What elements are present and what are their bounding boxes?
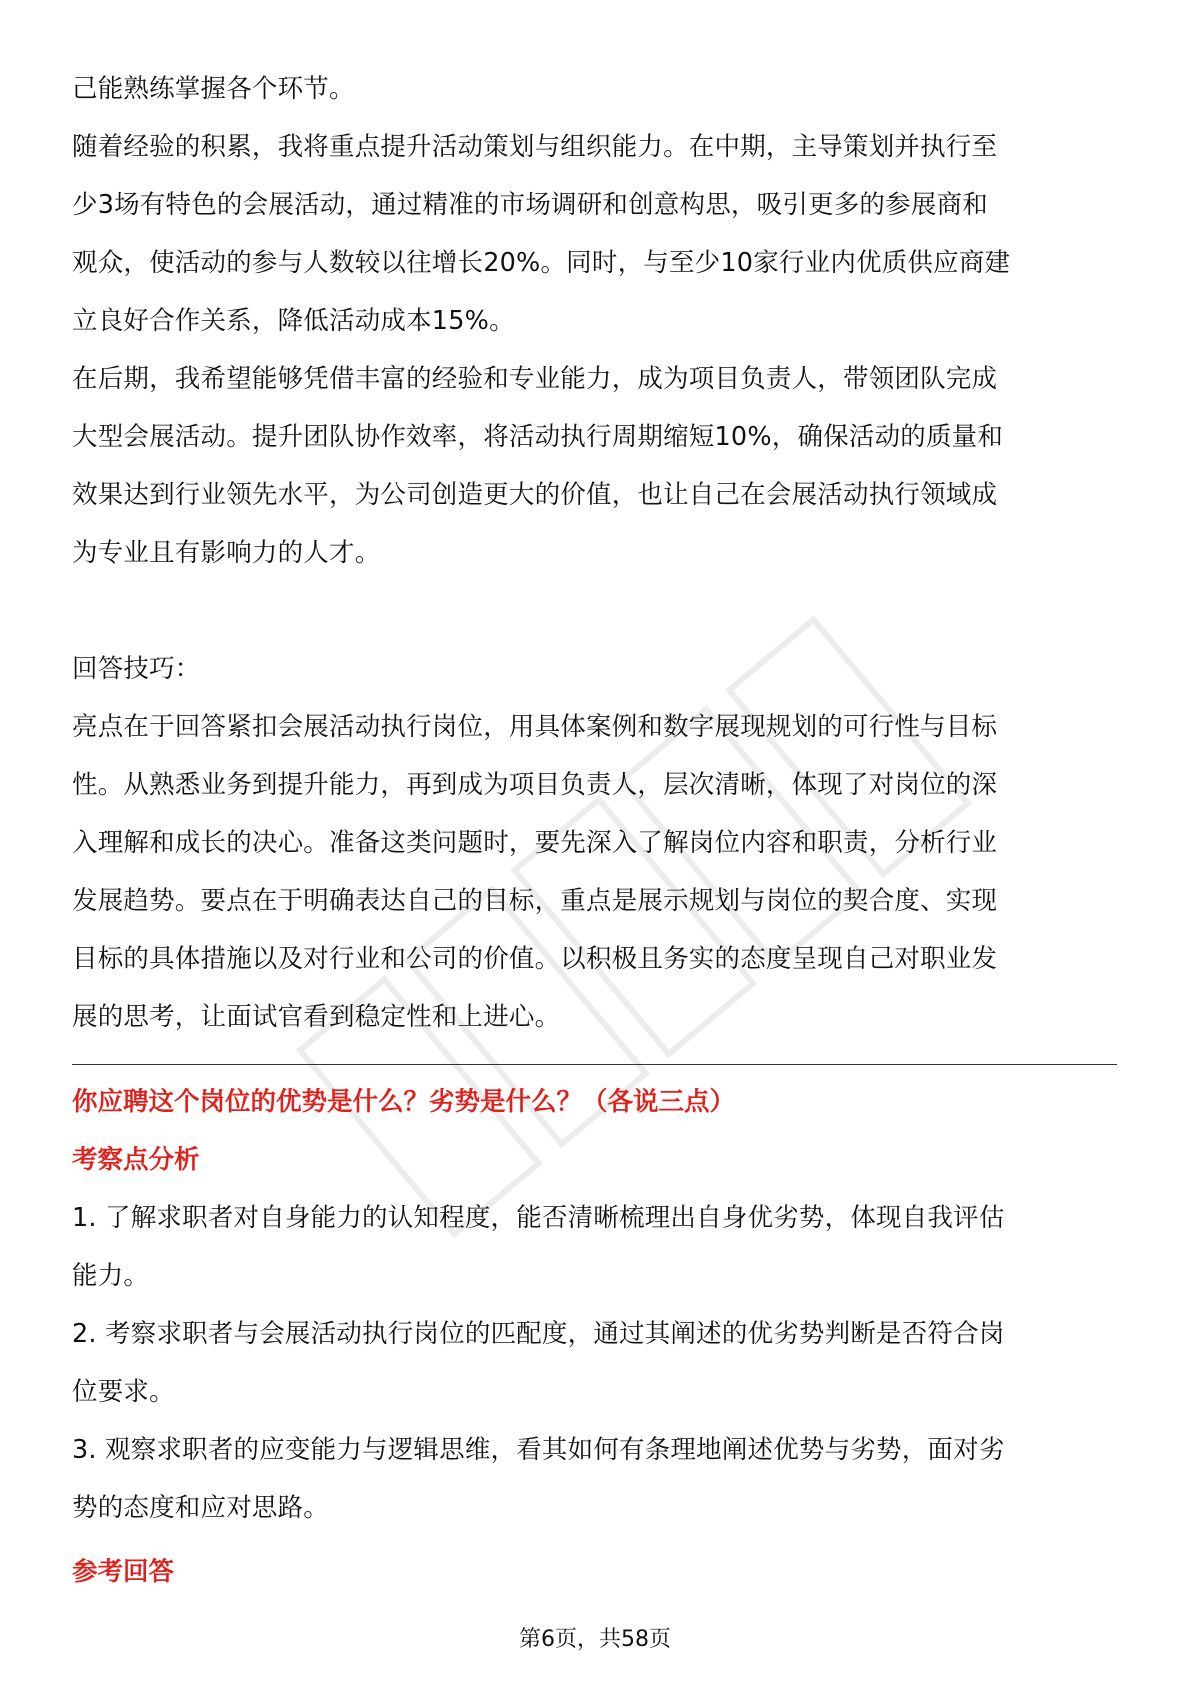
paragraph-gap: [72, 582, 1117, 640]
text-line: 亮点在于回答紧扣会展活动执行岗位，用具体案例和数字展现规划的可行性与目标: [72, 712, 998, 742]
reference-answer-heading: 参考回答: [72, 1557, 175, 1587]
text-line: 在后期，我希望能够凭借丰富的经验和专业能力，成为项目负责人，带领团队完成: [72, 364, 998, 394]
text-line: 随着经验的积累，我将重点提升活动策划与组织能力。在中期，主导策划并执行至: [72, 132, 998, 162]
analysis-point-2: 2. 考察求职者与会展活动执行岗位的匹配度，通过其阐述的优劣势判断是否符合岗: [72, 1319, 1005, 1349]
text-line: 发展趋势。要点在于明确表达自己的目标，重点是展示规划与岗位的契合度、实现: [72, 886, 998, 916]
text-line: 目标的具体措施以及对行业和公司的价值。以积极且务实的态度呈现自己对职业发: [72, 944, 998, 974]
analysis-point-3-cont: 势的态度和应对思路。: [72, 1493, 330, 1523]
analysis-point-2-cont: 位要求。: [72, 1377, 175, 1407]
text-line: 入理解和成长的决心。准备这类问题时，要先深入了解岗位内容和职责，分析行业: [72, 828, 998, 858]
analysis-point-1-cont: 能力。: [72, 1261, 150, 1291]
tips-title: 回答技巧：: [72, 654, 201, 684]
text-line: 展的思考，让面试官看到稳定性和上进心。: [72, 1002, 561, 1032]
answer-tips-section: [72, 640, 1117, 1046]
continuation-paragraph: [72, 60, 1117, 582]
text-line: 立良好合作关系，降低活动成本15%。: [72, 306, 515, 336]
text-line: 为专业且有影响力的人才。: [72, 538, 381, 568]
page-number: 第6页，共58页: [519, 1627, 671, 1652]
text-line: 效果达到行业领先水平，为公司创造更大的价值，也让自己在会展活动执行领域成: [72, 480, 998, 510]
text-line: 性。从熟悉业务到提升能力，再到成为项目负责人，层次清晰，体现了对岗位的深: [72, 770, 998, 800]
question-section: [72, 1073, 1117, 1601]
document-body: [72, 60, 1117, 1601]
text-line: 己能熟练掌握各个环节。: [72, 74, 355, 104]
analysis-heading: 考察点分析: [72, 1145, 200, 1175]
text-line: 大型会展活动。提升团队协作效率，将活动执行周期缩短10%，确保活动的质量和: [72, 422, 1004, 452]
analysis-point-1: 1. 了解求职者对自身能力的认知程度，能否清晰梳理出自身优劣势，体现自我评估: [72, 1203, 1005, 1233]
analysis-point-3: 3. 观察求职者的应变能力与逻辑思维，看其如何有条理地阐述优势与劣势，面对劣: [72, 1435, 1005, 1465]
text-line: 少3场有特色的会展活动，通过精准的市场调研和创意构思，吸引更多的参展商和: [72, 190, 988, 220]
text-line: 观众，使活动的参与人数较以往增长20%。同时，与至少10家行业内优质供应商建: [72, 248, 1011, 278]
question-title: 你应聘这个岗位的优势是什么？劣势是什么？（各说三点）: [72, 1087, 736, 1117]
section-divider: [72, 1064, 1117, 1065]
